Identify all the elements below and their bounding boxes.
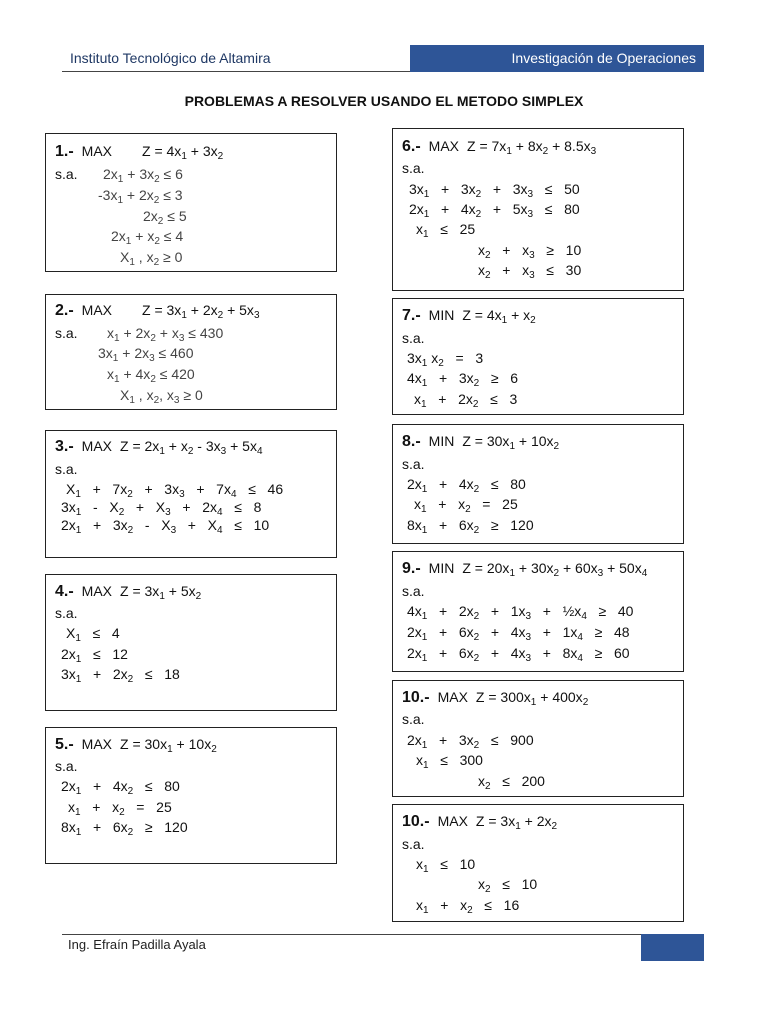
constraint-line: $2x_1 + 6x_2 + 4x_3 + 1x_4 \ge 48$ — [407, 624, 630, 643]
objective-function: $Z = 30x_1 + 10x_2$ — [462, 433, 560, 452]
problem-header-5 — [55, 736, 217, 754]
subject-to-label: s.a. — [55, 605, 78, 621]
constraint-line: $x_1 \le 25$ — [416, 221, 476, 240]
problem-header-7 — [402, 307, 536, 325]
objective-type: MAX — [81, 583, 113, 599]
objective-function: $Z = 4x_1 + 3x_2$ — [142, 143, 224, 162]
constraint-line: $2x_1 + 3x_2 \le 900$ — [407, 732, 534, 751]
problem-header-3 — [55, 438, 263, 456]
constraint-line: $x_1 + x_2 = 25$ — [68, 799, 172, 818]
constraint-line: $2x_1 + 4x_2 \le 80$ — [61, 778, 180, 797]
footer-author: Ing. Efraín Padilla Ayala — [68, 937, 206, 952]
objective-function: $Z = 7x_1 + 8x_2 + 8.5x_3$ — [467, 138, 597, 157]
objective-type: MAX — [437, 689, 468, 705]
constraint-line: $2x_2 \le 5$ — [143, 208, 187, 227]
problem-header-10a — [402, 689, 588, 707]
problem-header-10b — [402, 813, 557, 831]
constraint-line: $-3x_1 + 2x_2 \le 3$ — [98, 187, 183, 206]
problem-header-4 — [55, 583, 201, 601]
objective-function: $Z = 3x_1 + 2x_2$ — [475, 813, 558, 832]
subject-to-label: s.a. — [402, 160, 425, 176]
constraint-line: $X_1$ , $x_2$, $x_3 \ge 0$ — [120, 387, 203, 406]
subject-to-label: s.a. — [55, 461, 78, 477]
problem-number: 3.- — [55, 438, 74, 455]
objective-type: MIN — [428, 433, 455, 449]
constraint-line: $2x_1 + 4x_2 \le 80$ — [407, 476, 526, 495]
problem-number: 8.- — [402, 433, 421, 450]
problem-number: 1.- — [55, 143, 74, 160]
course-banner: Investigación de Operaciones — [410, 45, 704, 72]
constraint-line: $3x_1 + 2x_3 \le 460$ — [98, 345, 194, 364]
subject-to-label: s.a. — [402, 711, 425, 727]
problem-header-6 — [402, 138, 596, 156]
objective-type: MAX — [81, 438, 113, 454]
objective-function: $Z = 3x_1 + 2x_2 + 5x_3$ — [142, 302, 260, 321]
objective-function: $Z = 2x_1 + x_2 - 3x_3 + 5x_4$ — [120, 438, 263, 457]
constraint-line: $x_1 + x_2 = 25$ — [414, 496, 518, 515]
constraint-line: $2x_1 + 3x_2 \le 6$ — [103, 166, 183, 185]
objective-type: MAX — [428, 138, 460, 154]
constraint-line: $2x_1 \le 12$ — [61, 646, 128, 665]
objective-function: $Z = 20x_1 + 30x_2 + 60x_3 + 50x_4$ — [462, 560, 648, 579]
subject-to-label: s.a. — [402, 456, 425, 472]
constraint-line: $2x_1 + x_2 \le 4$ — [111, 228, 184, 247]
constraint-line: $X_1$ , $x_2 \ge 0$ — [120, 249, 183, 268]
problem-header-1 — [55, 143, 223, 161]
constraint-line: $x_1 \le 300$ — [416, 752, 483, 771]
objective-type: MAX — [437, 813, 468, 829]
constraint-line: $4x_1 + 2x_2 + 1x_3$ + $\frac{1}{2}x_4 \ge 40$ — [407, 603, 634, 622]
constraint-line: $X_1 + 7x_2 + 3x_3 + 7x_4 \le 46$ — [66, 481, 284, 500]
constraint-line: $3x_1 + 2x_2 \le 18$ — [61, 666, 180, 685]
objective-function: $Z = 4x_1 + x_2$ — [462, 307, 536, 326]
problem-header-2 — [55, 302, 260, 320]
constraint-line: $x_1 + 4x_2 \le 420$ — [107, 366, 195, 385]
constraint-line: $8x_1 + 6x_2 \ge 120$ — [61, 819, 188, 838]
subject-to-label: s.a. — [402, 836, 425, 852]
subject-to-label: s.a. — [402, 330, 425, 346]
constraint-line: $4x_1 + 3x_2 \ge 6$ — [407, 370, 519, 389]
problem-number: 10.- — [402, 689, 430, 706]
subject-to-label: s.a. — [55, 166, 78, 182]
constraint-line: $2x_1 + 4x_2 + 5x_3 \le 80$ — [409, 201, 580, 220]
subject-to-label: s.a. — [402, 583, 425, 599]
problem-number: 2.- — [55, 302, 74, 319]
constraint-line: $x_2 + x_3 \ge 10$ — [478, 242, 582, 261]
constraint-line: $x_1 \le 10$ — [416, 856, 476, 875]
objective-type: MAX — [81, 302, 113, 318]
constraint-line: $3x_1$ $x_2 = 3$ — [407, 350, 484, 369]
objective-type: MIN — [428, 560, 455, 576]
subject-to-label: s.a. — [55, 325, 78, 341]
problem-number: 7.- — [402, 307, 421, 324]
header-divider — [62, 71, 410, 72]
objective-function: $Z = 300x_1 + 400x_2$ — [475, 689, 589, 708]
constraint-line: $x_1 + 2x_2 + x_3 \le 430$ — [107, 325, 224, 344]
constraint-line: $8x_1 + 6x_2 \ge 120$ — [407, 517, 534, 536]
constraint-line: $3x_1 - X_2 + X_3 + 2x_4 \le 8$ — [61, 499, 262, 518]
problem-header-8 — [402, 433, 559, 451]
constraint-line: $2x_1 + 6x_2 + 4x_3 + 8x_4 \ge 60$ — [407, 645, 630, 664]
problem-number: 10.- — [402, 813, 430, 830]
constraint-line: $X_1 \le 4$ — [66, 625, 120, 644]
problem-number: 6.- — [402, 138, 421, 155]
constraint-line: $3x_1 + 3x_2 + 3x_3 \le 50$ — [409, 181, 580, 200]
footer-divider — [62, 934, 642, 935]
constraint-line: $x_1 + 2x_2 \le 3$ — [414, 391, 518, 410]
problem-number: 4.- — [55, 583, 74, 600]
objective-function: $Z = 3x_1 + 5x_2$ — [120, 583, 202, 602]
objective-type: MIN — [428, 307, 455, 323]
constraint-line: $x_2 + x_3 \le 30$ — [478, 262, 582, 281]
constraint-line: $2x_1 + 3x_2 - X_3 + X_4 \le 10$ — [61, 517, 270, 536]
footer-page-block — [641, 934, 704, 961]
problem-number: 5.- — [55, 736, 74, 753]
problem-number: 9.- — [402, 560, 421, 577]
subject-to-label: s.a. — [55, 758, 78, 774]
page-title: PROBLEMAS A RESOLVER USANDO EL METODO SIMPLEX — [184, 93, 584, 109]
constraint-line: $x_1 + x_2 \le 16$ — [416, 897, 520, 916]
constraint-line: $x_2 \le 10$ — [478, 876, 538, 895]
objective-type: MAX — [81, 143, 113, 159]
problem-header-9 — [402, 560, 647, 578]
objective-type: MAX — [81, 736, 113, 752]
institute-name: Instituto Tecnológico de Altamira — [70, 50, 271, 66]
constraint-line: $x_2 \le 200$ — [478, 773, 545, 792]
objective-function: $Z = 30x_1 + 10x_2$ — [120, 736, 217, 755]
